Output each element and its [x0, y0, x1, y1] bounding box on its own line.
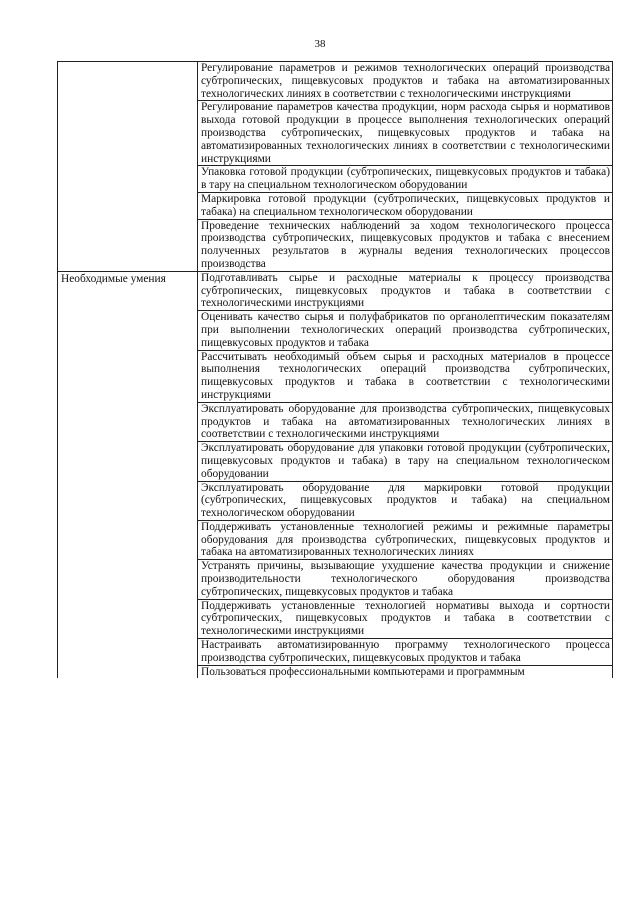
- table-cell: Подготавливать сырье и расходные материалы к процессу производства субтропических, пищевкусовых продуктов и табака в соответствии с технологическими инструкциями: [198, 271, 613, 310]
- table-cell: Устранять причины, вызывающие ухудшение качества продукции и снижение производительности технологического оборудования производства субтропических, пищевкусовых продуктов и табака: [198, 560, 613, 599]
- section-label-cell: [58, 271, 198, 678]
- section-label-cell: [58, 62, 198, 272]
- page-number: 38: [314, 38, 326, 50]
- table-cell: Эксплуатировать оборудование для упаковки готовой продукции (субтропических, пищевкусовых продуктов и табака) в тару на специальном технологическом оборудовании: [198, 442, 613, 481]
- section-label: [61, 62, 195, 63]
- table-cell: Оценивать качество сырья и полуфабрикатов по органолептическим показателям при выполнении технологических операций производства субтропических, пищевкусовых продуктов и табака: [198, 311, 613, 350]
- table-row: [58, 271, 613, 310]
- table-cell: Маркировка готовой продукции (субтропических, пищевкусовых продуктов и табака) на специальном технологическом оборудовании: [198, 192, 613, 219]
- table-cell: Регулирование параметров и режимов технологических операций производства субтропических, пищевкусовых продуктов и табака на автоматизированных технологических линиях в соответствии с технологическими инструкциями: [198, 62, 613, 101]
- table-cell: Пользоваться профессиональными компьютерами и программным: [198, 665, 613, 678]
- table-row: [58, 62, 613, 101]
- table-cell: Регулирование параметров качества продукции, норм расхода сырья и нормативов выхода готовой продукции в процессе выполнения технологических операций производства субтропических, пищевкусовых продуктов и табака на автоматизированных технологических линиях в соответствии с технологическими инструкциями: [198, 101, 613, 166]
- table-cell: Эксплуатировать оборудование для производства субтропических, пищевкусовых продуктов и табака на автоматизированных технологических линиях в соответствии с технологическими инструкциями: [198, 402, 613, 441]
- table-cell: Настраивать автоматизированную программу технологического процесса производства субтропических, пищевкусовых продуктов и табака: [198, 639, 613, 666]
- table-cell: Поддерживать установленные технологией режимы и режимные параметры оборудования для производства субтропических, пищевкусовых продуктов и табака на автоматизированных технологических линиях: [198, 520, 613, 559]
- table-cell: Упаковка готовой продукции (субтропических, пищевкусовых продуктов и табака) в тару на специальном технологическом оборудовании: [198, 166, 613, 193]
- table-cell: Эксплуатировать оборудование для маркировки готовой продукции (субтропических, пищевкусовых продуктов и табака) на специальном технологическом оборудовании: [198, 481, 613, 520]
- table-cell: Поддерживать установленные технологией нормативы выхода и сортности субтропических, пищевкусовых продуктов и табака в соответствии с технологическими инструкциями: [198, 599, 613, 638]
- table-cell: Проведение технических наблюдений за ходом технологического процесса производства субтропических, пищевкусовых продуктов и табака с внесением полученных результатов в журналы ведения технологических процессов производства: [198, 219, 613, 271]
- section-label: Необходимые умения: [61, 272, 166, 285]
- table-cell: Рассчитывать необходимый объем сырья и расходных материалов в процессе выполнения технологических операций производства субтропических, пищевкусовых продуктов и табака в соответствии с технологическими инструкциями: [198, 350, 613, 402]
- competency-table: [57, 61, 613, 678]
